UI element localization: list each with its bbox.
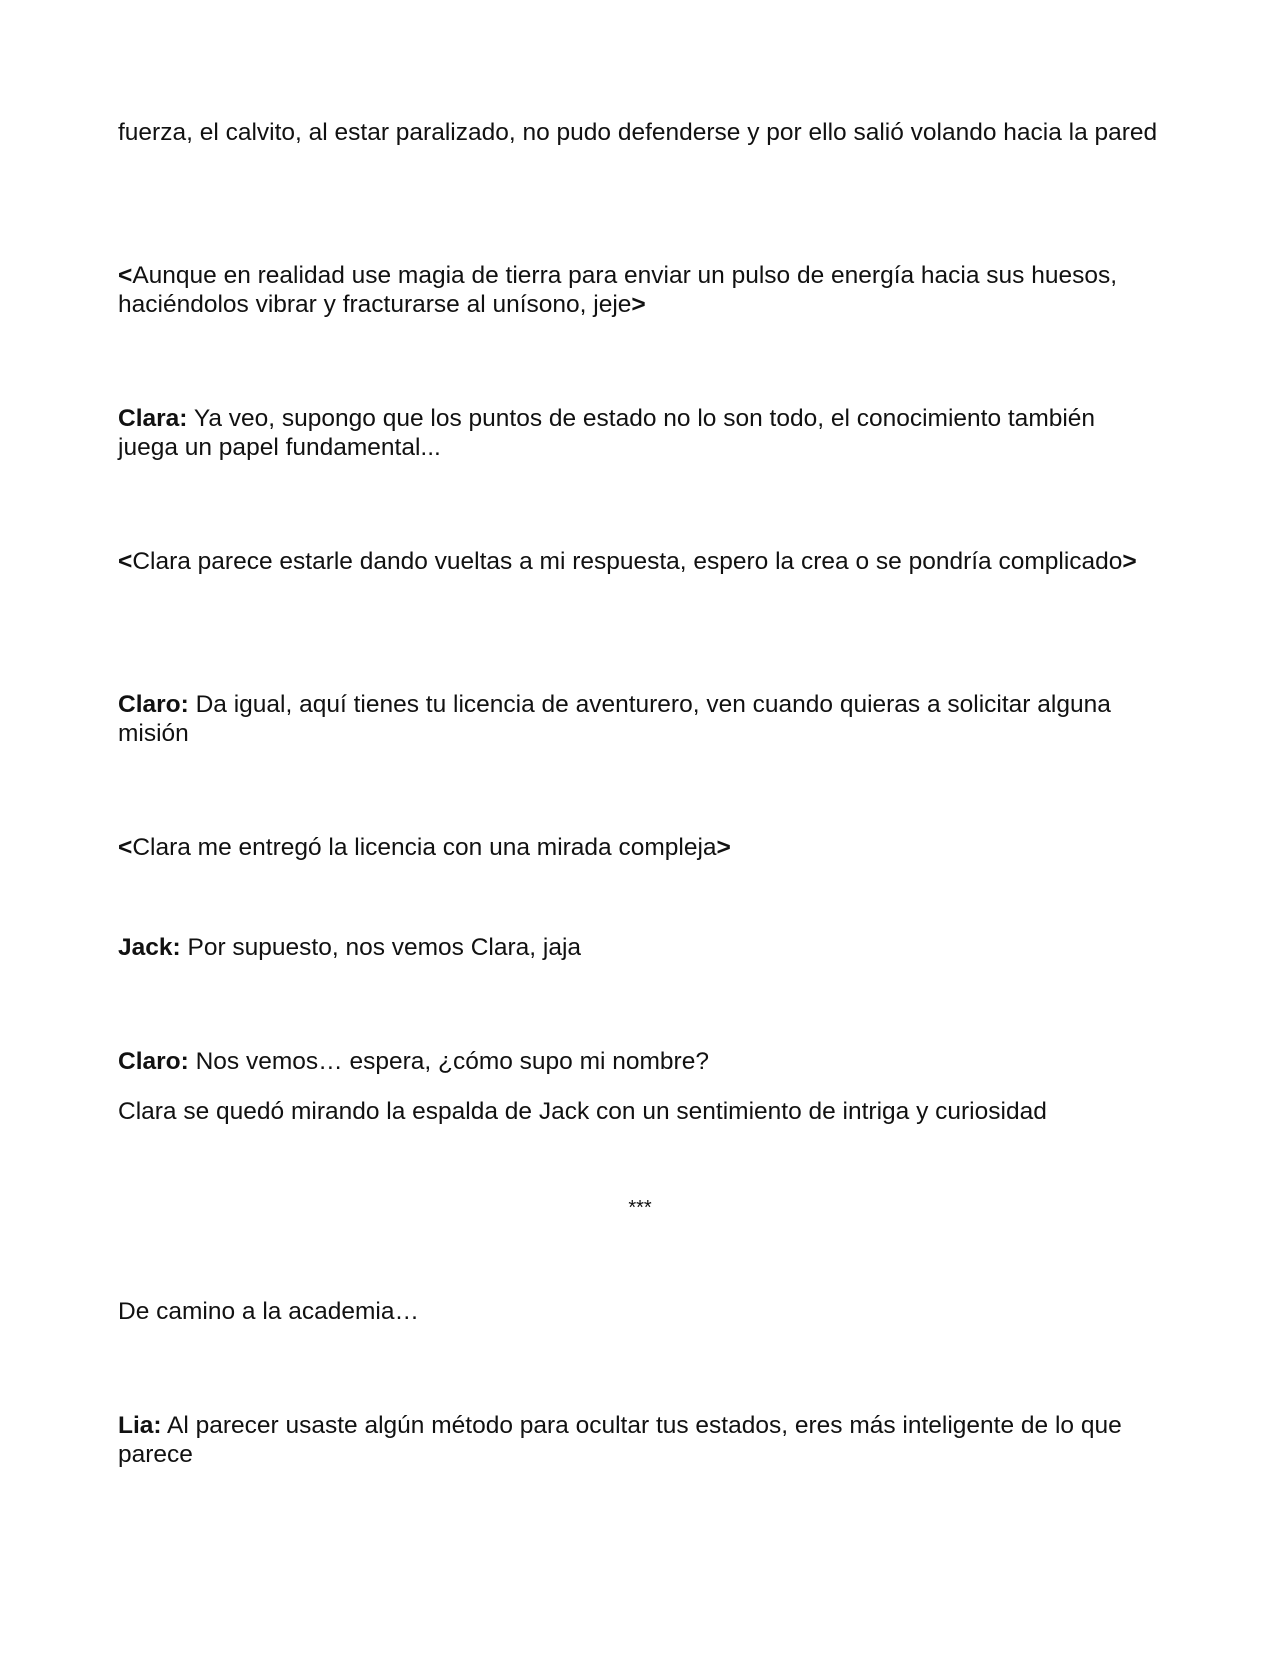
- thought-paragraph: [118, 261, 1158, 319]
- open-bracket: <: [118, 262, 133, 289]
- speaker-name: Clara:: [118, 405, 188, 432]
- dialogue-paragraph: [118, 1411, 1158, 1469]
- dialogue-text: Nos vemos… espera, ¿cómo supo mi nombre?: [188, 1048, 709, 1075]
- close-bracket: >: [1122, 548, 1137, 575]
- speaker-name: Claro:: [118, 1048, 189, 1075]
- narration-paragraph: [118, 1297, 1158, 1326]
- dialogue-text: Da igual, aquí tienes tu licencia de aventurero, ven cuando quieras a solicitar alguna misión: [118, 691, 1111, 747]
- paragraph-text: Clara se quedó mirando la espalda de Jack con un sentimiento de intriga y curiosidad: [118, 1098, 1047, 1125]
- dialogue-paragraph: [118, 1047, 1158, 1076]
- speaker-name: Claro:: [118, 691, 189, 718]
- close-bracket: >: [716, 834, 731, 861]
- paragraph-text: Clara parece estarle dando vueltas a mi respuesta, espero la crea o se pondría complicado: [132, 548, 1123, 575]
- scene-separator: ***: [628, 1197, 652, 1219]
- paragraph-text: Aunque en realidad use magia de tierra para enviar un pulso de energía hacia sus huesos, haciéndolos vibrar y fracturarse al unísono, jeje: [118, 262, 1118, 318]
- close-bracket: >: [631, 291, 646, 318]
- dialogue-text: Por supuesto, nos vemos Clara, jaja: [180, 934, 582, 961]
- dialogue-paragraph: [118, 690, 1158, 748]
- speaker-name: Lia:: [118, 1412, 162, 1439]
- paragraph-text: De camino a la academia…: [118, 1298, 419, 1325]
- paragraph-text: Clara me entregó la licencia con una mirada compleja: [132, 834, 717, 861]
- open-bracket: <: [118, 834, 133, 861]
- thought-paragraph: [118, 833, 1158, 862]
- narration-paragraph: [118, 1097, 1158, 1126]
- speaker-name: Jack:: [118, 934, 181, 961]
- narration-paragraph: [118, 118, 1158, 147]
- dialogue-paragraph: [118, 933, 1158, 962]
- dialogue-paragraph: [118, 404, 1158, 462]
- dialogue-text: Al parecer usaste algún método para ocultar tus estados, eres más inteligente de lo que parece: [118, 1412, 1122, 1468]
- open-bracket: <: [118, 548, 133, 575]
- paragraph-text: fuerza, el calvito, al estar paralizado, no pudo defenderse y por ello salió volando hacia la pared: [118, 119, 1158, 146]
- thought-paragraph: [118, 547, 1158, 576]
- dialogue-text: Ya veo, supongo que los puntos de estado no lo son todo, el conocimiento también juega un papel fundamental...: [118, 405, 1096, 461]
